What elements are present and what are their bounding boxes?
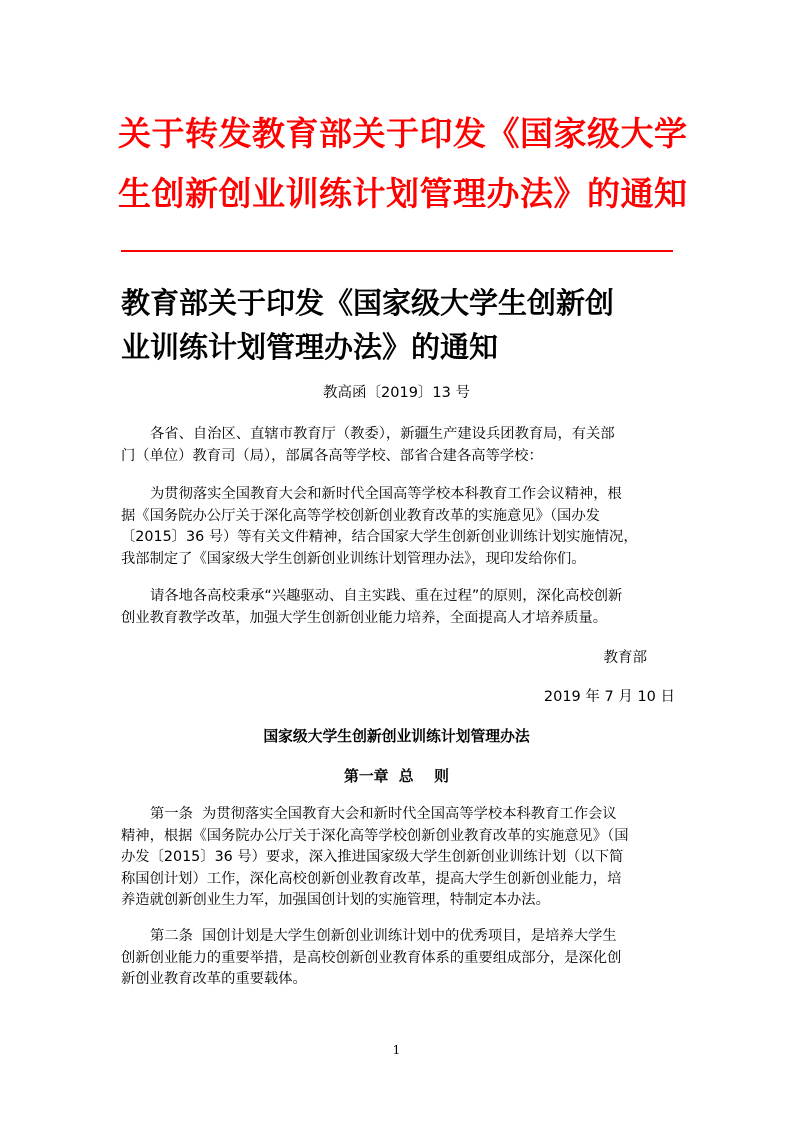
paragraph-line: 请各地各高校秉承“兴趣驱动、自主实践、重在过程”的原则，深化高校创新 xyxy=(150,588,623,604)
notice-title-line-2: 业训练计划管理办法》的通知 xyxy=(121,330,499,364)
article-line: 第二条 国创计划是大学生创新创业训练计划中的优秀项目，是培养大学生 xyxy=(150,928,617,944)
chapter-heading: 第一章 总 则 xyxy=(344,768,449,785)
red-header-title-line-1: 关于转发教育部关于印发《国家级大学 xyxy=(118,114,688,153)
notice-title-line-1: 教育部关于印发《国家级大学生创新创 xyxy=(121,286,615,320)
paragraph-line: 〔2015〕36 号）等有关文件精神，结合国家大学生创新创业训练计划实施情况， xyxy=(121,529,638,545)
article-line: 精神，根据《国务院办公厅关于深化高等学校创新创业教育改革的实施意见》（国 xyxy=(121,827,629,844)
paragraph-line: 创业教育教学改革，加强大学生创新创业能力培养，全面提高人才培养质量。 xyxy=(121,609,608,626)
signature-date: 2019 年 7 月 10 日 xyxy=(543,689,675,705)
signature-issuer: 教育部 xyxy=(603,650,647,666)
page-number: 1 xyxy=(392,1043,401,1057)
article-line: 办发〔2015〕36 号）要求，深入推进国家级大学生创新创业训练计划（以下简 xyxy=(121,849,624,865)
paragraph-line: 我部制定了《国家级大学生创新创业训练计划管理办法》，现印发给你们。 xyxy=(121,550,586,567)
notice-paragraph-1 xyxy=(121,484,681,570)
paragraph-line: 为贯彻落实全国教育大会和新时代全国高等学校本科教育工作会议精神，根 xyxy=(150,486,622,502)
article-line: 新创业教育改革的重要载体。 xyxy=(121,971,307,987)
article-line: 称国创计划）工作，深化高校创新创业教育改革，提高大学生创新创业能力，培 xyxy=(121,870,622,887)
addressee-paragraph xyxy=(121,424,681,467)
article-1 xyxy=(121,804,681,912)
red-header-title-line-2: 生创新创业训练计划管理办法》的通知 xyxy=(118,174,688,213)
measures-title: 国家级大学生创新创业训练计划管理办法 xyxy=(263,728,530,745)
article-line: 第一条 为贯彻落实全国教育大会和新时代全国高等学校本科教育工作会议 xyxy=(150,806,617,822)
document-number: 教高函〔2019〕13 号 xyxy=(323,385,470,401)
article-line: 养造就创新创业生力军，加强国创计划的实施管理，特制定本办法。 xyxy=(121,892,550,908)
addressee-line: 各省、自治区、直辖市教育厅（教委），新疆生产建设兵团教育局，有关部 xyxy=(150,426,615,442)
red-divider-line xyxy=(121,250,673,252)
notice-paragraph-2 xyxy=(121,586,681,629)
article-2 xyxy=(121,926,681,991)
paragraph-line: 据《国务院办公厅关于深化高等学校创新创业教育改革的实施意见》（国办发 xyxy=(121,507,600,524)
addressee-line: 门（单位）教育司（局），部属各高等学校、部省合建各高等学校： xyxy=(121,447,543,464)
article-line: 创新创业能力的重要举措，是高校创新创业教育体系的重要组成部分，是深化创 xyxy=(121,949,622,966)
